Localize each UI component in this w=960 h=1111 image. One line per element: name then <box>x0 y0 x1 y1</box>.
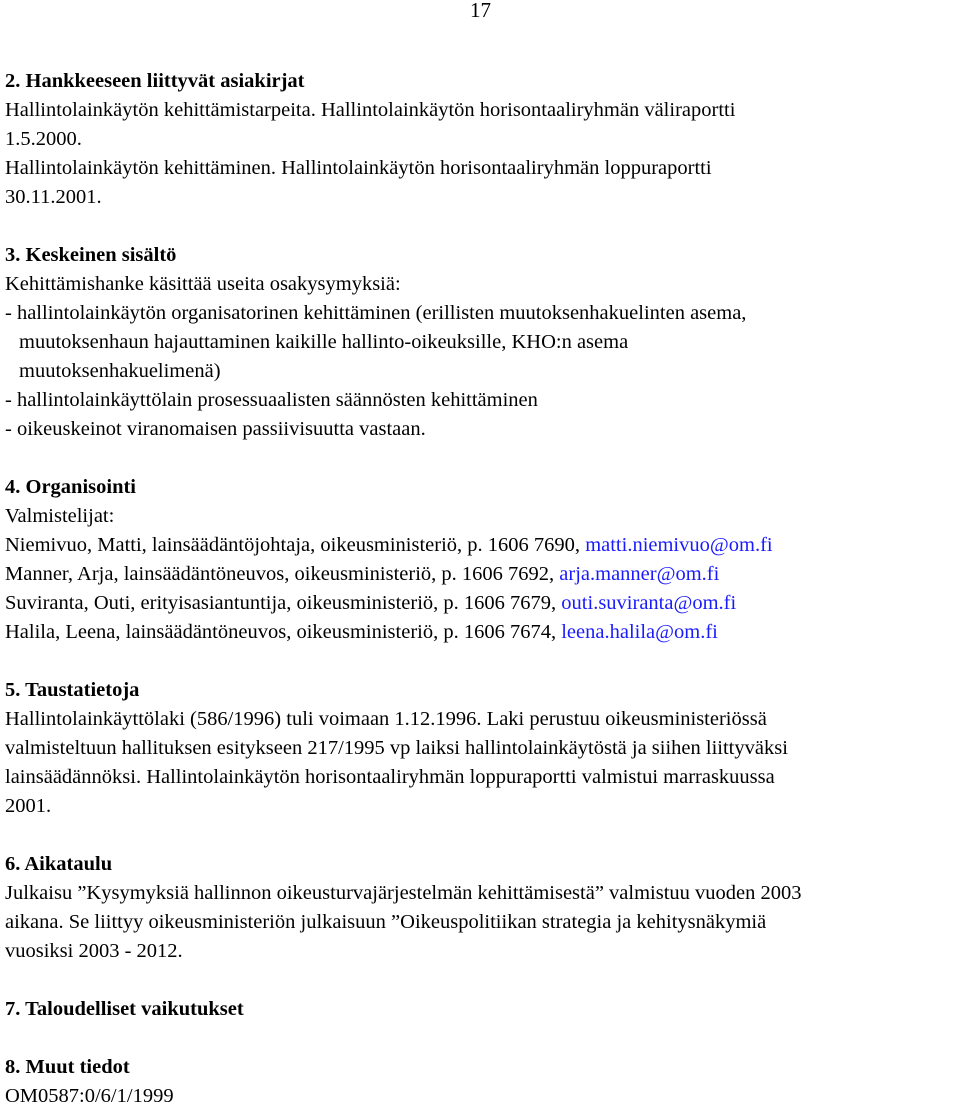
email-link[interactable]: matti.niemivuo@om.fi <box>585 534 773 556</box>
paragraph-line: lainsäädännöksi. Hallintolainkäytön horisontaaliryhmän loppuraportti valmistui marraskuussa <box>5 766 775 788</box>
section-heading: 8. Muut tiedot <box>5 1056 130 1078</box>
list-item: - hallintolainkäytön organisatorinen kehittäminen (erillisten muutoksenhakuelinten asema, <box>5 302 747 324</box>
page-number: 17 <box>470 0 491 22</box>
section-background <box>5 676 955 821</box>
section-organisation <box>5 473 955 647</box>
email-link[interactable]: leena.halila@om.fi <box>561 621 718 643</box>
reference-code: OM0587:0/6/1/1999 <box>5 1085 174 1107</box>
section-heading: 7. Taloudelliset vaikutukset <box>5 998 244 1020</box>
section-heading: 6. Aikataulu <box>5 853 113 875</box>
paragraph-line: aikana. Se liittyy oikeusministeriön julkaisuun ”Oikeuspolitiikan strategia ja kehitysnäkymiä <box>5 911 767 933</box>
paragraph-line: Kehittämishanke käsittää useita osakysymyksiä: <box>5 273 401 295</box>
paragraph-line: Hallintolainkäyttölaki (586/1996) tuli voimaan 1.12.1996. Laki perustuu oikeusministeriössä <box>5 708 767 730</box>
email-link[interactable]: outi.suviranta@om.fi <box>561 592 737 614</box>
section-main-content <box>5 241 955 444</box>
section-heading: 2. Hankkeeseen liittyvät asiakirjat <box>5 70 305 92</box>
paragraph-line: valmisteltuun hallituksen esitykseen 217/1995 vp laiksi hallintolainkäytöstä ja siihen liittyväksi <box>5 737 788 759</box>
person-entry: Halila, Leena, lainsäädäntöneuvos, oikeusministeriö, p. 1606 7674, leena.halila@om.fi <box>5 621 718 643</box>
preparers-label: Valmistelijat: <box>5 505 115 527</box>
paragraph-line: 2001. <box>5 795 52 817</box>
paragraph-line: 30.11.2001. <box>5 186 102 208</box>
section-other-info <box>5 1053 955 1111</box>
list-item-continuation: muutoksenhakuelimenä) <box>19 360 221 382</box>
paragraph-line: 1.5.2000. <box>5 128 82 150</box>
paragraph-line: Hallintolainkäytön kehittämistarpeita. Hallintolainkäytön horisontaaliryhmän väliraportti <box>5 99 736 121</box>
email-link[interactable]: arja.manner@om.fi <box>559 563 720 585</box>
person-entry: Niemivuo, Matti, lainsäädäntöjohtaja, oikeusministeriö, p. 1606 7690, matti.niemivuo@om.fi <box>5 534 773 556</box>
person-entry: Manner, Arja, lainsäädäntöneuvos, oikeusministeriö, p. 1606 7692, arja.manner@om.fi <box>5 563 720 585</box>
section-schedule <box>5 850 955 966</box>
paragraph-line: Hallintolainkäytön kehittäminen. Hallintolainkäytön horisontaaliryhmän loppuraportti <box>5 157 712 179</box>
person-entry: Suviranta, Outi, erityisasiantuntija, oikeusministeriö, p. 1606 7679, outi.suviranta@om.fi <box>5 592 737 614</box>
section-related-documents <box>5 67 955 212</box>
section-heading: 5. Taustatietoja <box>5 679 140 701</box>
paragraph-line: vuosiksi 2003 - 2012. <box>5 940 183 962</box>
paragraph-line: Julkaisu ”Kysymyksiä hallinnon oikeusturvajärjestelmän kehittämisestä” valmistuu vuoden 2003 <box>5 882 802 904</box>
section-heading: 3. Keskeinen sisältö <box>5 244 177 266</box>
document-body <box>5 67 955 1111</box>
list-item: - oikeuskeinot viranomaisen passiivisuutta vastaan. <box>5 418 426 440</box>
section-heading: 4. Organisointi <box>5 476 136 498</box>
section-financial-effects <box>5 995 955 1024</box>
list-item-continuation: muutoksenhaun hajauttaminen kaikille hallinto-oikeuksille, KHO:n asema <box>19 331 629 353</box>
list-item: - hallintolainkäyttölain prosessuaalisten säännösten kehittäminen <box>5 389 538 411</box>
